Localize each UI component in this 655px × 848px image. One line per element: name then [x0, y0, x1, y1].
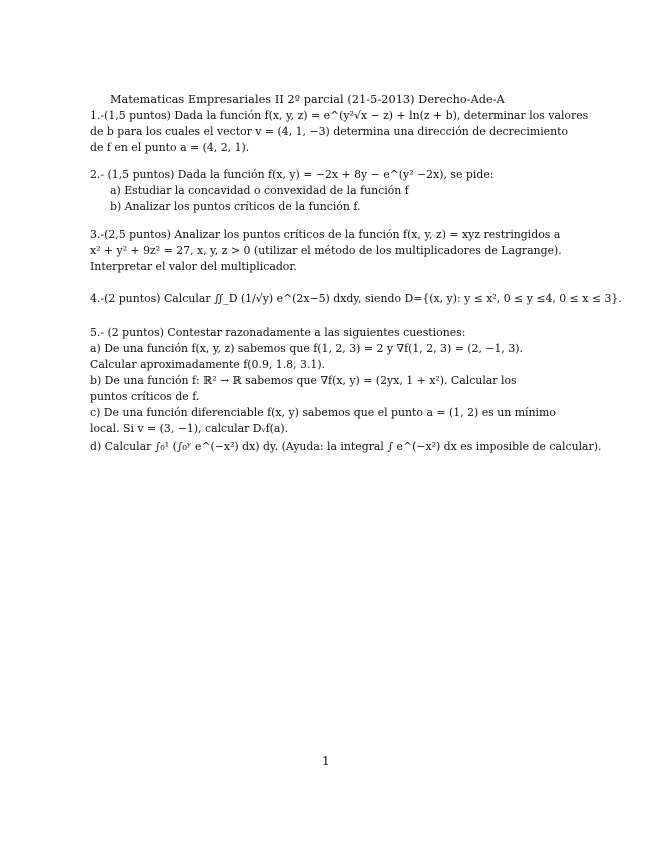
q5-intro: 5.- (2 puntos) Contestar razonadamente a las siguientes cuestiones: — [90, 326, 466, 339]
q5-a-line1: a) De una función f(x, y, z) sabemos que f(1, 2, 3) = 2 y ∇f(1, 2, 3) = (2, −1, 3). — [90, 342, 523, 355]
q3-line1: 3.-(2,5 puntos) Analizar los puntos críticos de la función f(x, y, z) = xyz restringidos a — [90, 228, 561, 241]
q1-line3: de f en el punto a = (4, 2, 1). — [90, 141, 250, 154]
q5-c-line1: c) De una función diferenciable f(x, y) sabemos que el punto a = (1, 2) es un mínimo — [90, 406, 556, 419]
q4-line1: 4.-(2 puntos) Calcular ∬_D (1/√y) e^(2x−5) dxdy, siendo D={(x, y): y ≤ x², 0 ≤ y ≤4, 0 ≤ x ≤ 3}. — [90, 292, 622, 305]
page-title: Matematicas Empresariales II 2º parcial (21-5-2013) Derecho-Ade-A — [110, 93, 505, 106]
q3-line2: x² + y² + 9z² = 27, x, y, z > 0 (utilizar el método de los multiplicadores de Lagrange). — [90, 244, 562, 257]
q1-line2: de b para los cuales el vector v = (4, 1, −3) determina una dirección de decrecimiento — [90, 125, 569, 138]
q5-c-line2: local. Si v = (3, −1), calcular Dᵥf(a). — [90, 422, 289, 435]
q1-line1: 1.-(1,5 puntos) Dada la función f(x, y, z) = e^(y²√x − z) + ln(z + b), determinar los valores — [90, 109, 589, 122]
q2-part-b: b) Analizar los puntos críticos de la función f. — [110, 200, 361, 213]
page-number: 1 — [322, 754, 330, 768]
q5-d-line1: d) Calcular ∫₀¹ (∫₀ʸ e^(−x²) dx) dy. (Ayuda: la integral ∫ e^(−x²) dx es imposible de calcular). — [90, 440, 602, 453]
q2-line1: 2.- (1,5 puntos) Dada la función f(x, y) = −2x + 8y − e^(y² −2x), se pide: — [90, 168, 494, 181]
q5-b-line2: puntos críticos de f. — [90, 390, 200, 403]
q5-a-line2: Calcular aproximadamente f(0.9, 1.8, 3.1). — [90, 358, 326, 371]
q2-part-a: a) Estudiar la concavidad o convexidad de la función f — [110, 184, 409, 197]
q5-b-line1: b) De una función f: ℝ² → ℝ sabemos que ∇f(x, y) = (2yx, 1 + x²). Calcular los — [90, 374, 517, 387]
q3-line3: Interpretar el valor del multiplicador. — [90, 260, 297, 273]
